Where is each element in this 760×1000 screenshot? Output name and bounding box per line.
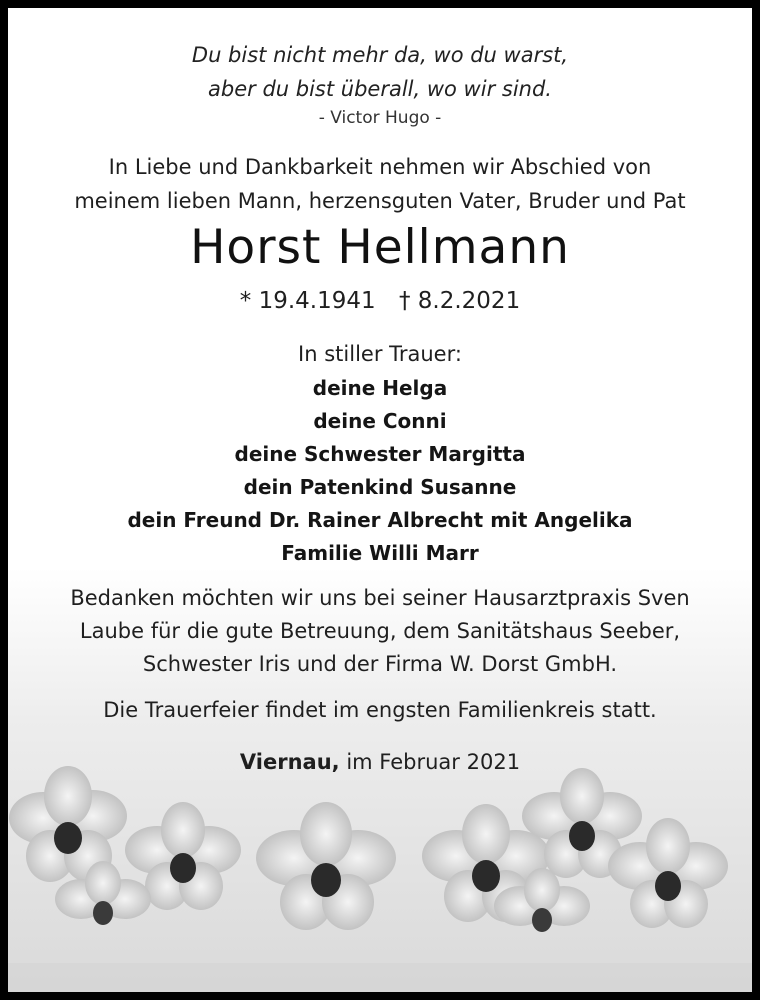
thanks-text — [8, 582, 752, 681]
intro-line: In Liebe und Dankbarkeit nehmen wir Abschied von — [108, 155, 652, 179]
quote-author: - Victor Hugo - — [318, 108, 442, 128]
death-date: † 8.2.2021 — [398, 288, 521, 314]
mourner-item: deine Helga — [312, 376, 448, 400]
mourner-item: Familie Willi Marr — [281, 541, 479, 565]
life-dates — [8, 288, 752, 314]
thanks-line: Bedanken möchten wir uns bei seiner Hausarztpraxis Sven — [70, 586, 690, 610]
mourning-heading: In stiller Trauer: — [298, 342, 462, 366]
mourner-item: dein Freund Dr. Rainer Albrecht mit Angelika — [127, 508, 633, 532]
place-date-text: im Februar 2021 — [346, 750, 521, 774]
mourner-item: deine Conni — [313, 409, 447, 433]
intro-text — [8, 150, 752, 218]
quote — [8, 38, 752, 106]
thanks-line: Schwester Iris und der Firma W. Dorst GmbH. — [142, 652, 618, 676]
quote-line: aber du bist überall, wo wir sind. — [208, 77, 552, 101]
place-town: Viernau, — [239, 750, 340, 774]
place-date — [8, 750, 752, 774]
intro-line: meinem lieben Mann, herzensguten Vater, Bruder und Pat — [74, 189, 686, 213]
ceremony-note: Die Trauerfeier findet im engsten Familienkreis statt. — [103, 698, 657, 722]
thanks-line: Laube für die gute Betreuung, dem Sanitätshaus Seeber, — [79, 619, 681, 643]
quote-line: Du bist nicht mehr da, wo du warst, — [191, 43, 569, 67]
deceased-name: Horst Hellmann — [190, 220, 570, 275]
mourner-item: deine Schwester Margitta — [234, 442, 526, 466]
mourner-list — [8, 372, 752, 570]
birth-date: * 19.4.1941 — [239, 288, 376, 314]
mourner-item: dein Patenkind Susanne — [243, 475, 517, 499]
